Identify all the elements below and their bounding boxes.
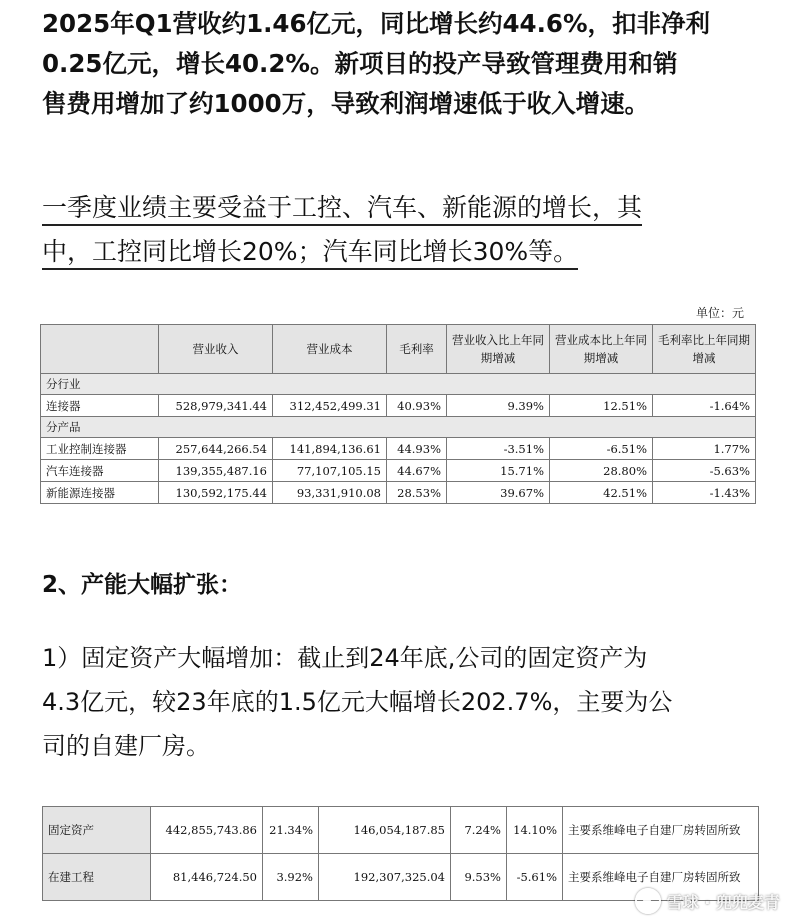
asset-table <box>42 806 759 901</box>
section-label: 分行业 <box>41 374 756 395</box>
cell-current-amount: 81,446,724.50 <box>151 854 263 901</box>
snowball-logo-icon <box>635 888 661 914</box>
cell-margin-change: 1.77% <box>653 438 756 460</box>
cell-revenue: 257,644,266.54 <box>159 438 273 460</box>
cell-current-ratio: 3.92% <box>263 854 319 901</box>
row-name: 固定资产 <box>43 807 151 854</box>
watermark <box>635 888 780 914</box>
cell-margin: 40.93% <box>387 395 447 417</box>
section-row-industry <box>41 374 756 395</box>
cell-cost-change: 12.51% <box>550 395 653 417</box>
section-2-title: 2、产能大幅扩张： <box>42 572 243 598</box>
cell-margin-change: -5.63% <box>653 460 756 482</box>
row-name: 在建工程 <box>43 854 151 901</box>
cell-ratio-change: -5.61% <box>507 854 563 901</box>
header-cell <box>41 325 159 374</box>
unit-label: 单位：元 <box>695 306 744 320</box>
cell-cost-change: 42.51% <box>550 482 653 504</box>
watermark-text: 雪球 · 兜兜麦青 <box>666 892 780 912</box>
cell-prior-ratio: 9.53% <box>451 854 507 901</box>
cell-revenue-change: 39.67% <box>447 482 550 504</box>
row-name: 工业控制连接器 <box>41 438 159 460</box>
intro-line: 0.25亿元，增长40.2%。新项目的投产导致管理费用和销 <box>42 49 678 78</box>
fixed-assets-paragraph <box>42 636 772 768</box>
header-cell: 毛利率 <box>387 325 447 374</box>
table-row <box>41 395 756 417</box>
cell-cost-change: -6.51% <box>550 438 653 460</box>
cell-prior-amount: 192,307,325.04 <box>319 854 451 901</box>
intro-line: 2025年Q1营收约1.46亿元，同比增长约44.6%，扣非净利 <box>42 9 711 38</box>
cell-revenue: 130,592,175.44 <box>159 482 273 504</box>
paragraph-line: 司的自建厂房。 <box>42 732 210 760</box>
header-cell: 营业成本比上年同期增减 <box>550 325 653 374</box>
cell-revenue: 528,979,341.44 <box>159 395 273 417</box>
header-cell: 营业收入 <box>159 325 273 374</box>
underlined-paragraph <box>42 186 772 274</box>
intro-bold-paragraph <box>42 4 772 124</box>
cell-cost: 312,452,499.31 <box>273 395 387 417</box>
cell-revenue-change: 9.39% <box>447 395 550 417</box>
cell-note: 主要系维峰电子自建厂房转固所致 <box>563 854 759 901</box>
cell-margin: 44.67% <box>387 460 447 482</box>
table-header-row <box>41 325 756 374</box>
cell-margin-change: -1.43% <box>653 482 756 504</box>
cell-ratio-change: 14.10% <box>507 807 563 854</box>
table-row <box>41 438 756 460</box>
cell-revenue-change: -3.51% <box>447 438 550 460</box>
table-row <box>41 460 756 482</box>
cell-revenue-change: 15.71% <box>447 460 550 482</box>
header-cell: 营业成本 <box>273 325 387 374</box>
table-row <box>41 482 756 504</box>
underlined-line: 一季度业绩主要受益于工控、汽车、新能源的增长，其 <box>42 193 642 226</box>
cell-revenue: 139,355,487.16 <box>159 460 273 482</box>
row-name: 连接器 <box>41 395 159 417</box>
row-name: 汽车连接器 <box>41 460 159 482</box>
underlined-line: 中，工控同比增长20%；汽车同比增长30%等。 <box>42 237 578 270</box>
cell-note: 主要系维峰电子自建厂房转固所致 <box>563 807 759 854</box>
intro-line: 售费用增加了约1000万，导致利润增速低于收入增速。 <box>42 89 650 118</box>
cell-margin: 28.53% <box>387 482 447 504</box>
cell-current-ratio: 21.34% <box>263 807 319 854</box>
header-cell: 毛利率比上年同期增减 <box>653 325 756 374</box>
section-row-product <box>41 417 756 438</box>
cell-cost-change: 28.80% <box>550 460 653 482</box>
cell-margin-change: -1.64% <box>653 395 756 417</box>
cell-margin: 44.93% <box>387 438 447 460</box>
table-row <box>43 807 759 854</box>
cell-current-amount: 442,855,743.86 <box>151 807 263 854</box>
cell-cost: 77,107,105.15 <box>273 460 387 482</box>
cell-prior-amount: 146,054,187.85 <box>319 807 451 854</box>
header-cell: 营业收入比上年同期增减 <box>447 325 550 374</box>
row-name: 新能源连接器 <box>41 482 159 504</box>
cell-cost: 93,331,910.08 <box>273 482 387 504</box>
paragraph-line: 4.3亿元，较23年底的1.5亿元大幅增长202.7%，主要为公 <box>42 688 673 716</box>
section-label: 分产品 <box>41 417 756 438</box>
revenue-table <box>40 324 756 504</box>
paragraph-line: 1）固定资产大幅增加：截止到24年底,公司的固定资产为 <box>42 644 648 672</box>
cell-cost: 141,894,136.61 <box>273 438 387 460</box>
cell-prior-ratio: 7.24% <box>451 807 507 854</box>
